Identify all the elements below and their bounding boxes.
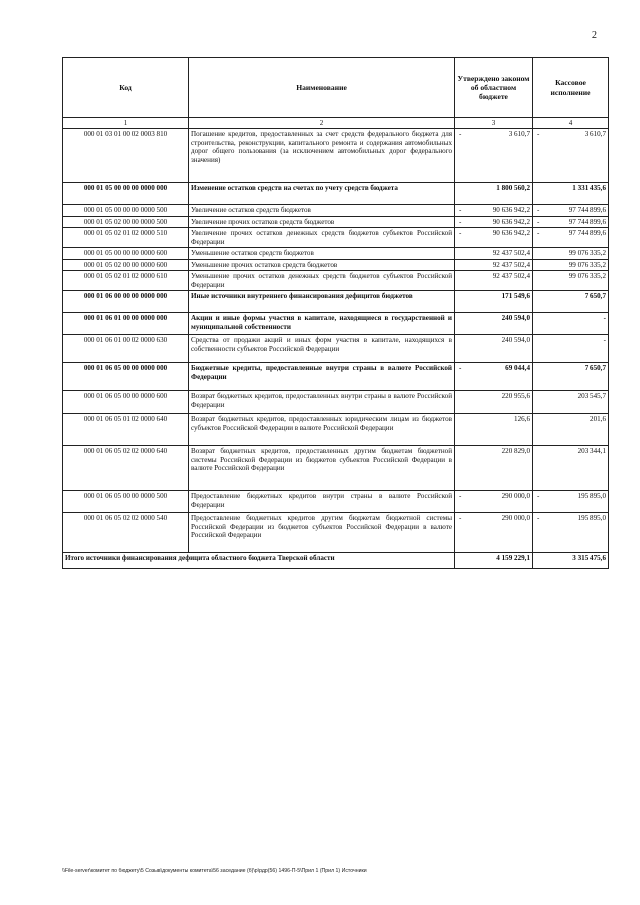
row-executed-value: 7 650,7 xyxy=(584,292,606,301)
row-executed-sign xyxy=(535,249,537,258)
row-executed xyxy=(533,391,609,414)
row-code: 000 01 05 00 00 00 0000 500 xyxy=(63,205,189,217)
row-executed xyxy=(533,291,609,313)
row-approved-sign xyxy=(457,415,459,424)
row-executed-sign xyxy=(535,392,537,401)
row-code: 000 01 06 01 00 02 0000 630 xyxy=(63,335,189,363)
row-approved-value: 92 437 502,4 xyxy=(492,272,530,281)
row-approved xyxy=(455,129,533,183)
row-approved-value: 220 829,0 xyxy=(501,447,530,456)
row-executed-value: 201,6 xyxy=(590,415,606,424)
row-name: Возврат бюджетных кредитов, предоставленных другим бюджетам бюджетной системы Российской Федерации из бюджетов субъектов Российской Федерации в валюте Российской Федерации xyxy=(189,446,455,491)
row-approved-sign xyxy=(457,184,459,193)
row-executed-value: 1 331 435,6 xyxy=(572,184,606,193)
row-approved xyxy=(455,391,533,414)
row-executed xyxy=(533,183,609,205)
row-code: 000 01 06 05 01 02 0000 640 xyxy=(63,414,189,446)
row-approved-value: 220 955,6 xyxy=(501,392,530,401)
row-code: 000 01 03 01 00 02 0003 810 xyxy=(63,129,189,183)
row-executed-sign: - xyxy=(537,492,540,501)
row-code: 000 01 06 01 00 00 0000 000 xyxy=(63,313,189,335)
row-executed xyxy=(533,414,609,446)
row-approved-sign xyxy=(457,261,459,270)
row-approved xyxy=(455,513,533,553)
row-approved-value: 90 636 942,2 xyxy=(492,206,530,215)
row-code: 000 01 06 05 02 02 0000 540 xyxy=(63,513,189,553)
row-executed-value: 99 076 335,2 xyxy=(568,249,606,258)
row-name: Уменьшение прочих остатков денежных средств бюджетов субъектов Российской Федерации xyxy=(189,271,455,291)
row-code: 000 01 05 02 00 00 0000 600 xyxy=(63,259,189,271)
row-name: Иные источники внутреннего финансирования дефицитов бюджетов xyxy=(189,291,455,313)
row-executed-sign xyxy=(535,272,537,281)
row-approved-value: 290 000,0 xyxy=(501,492,530,501)
row-approved xyxy=(455,446,533,491)
row-approved xyxy=(455,363,533,391)
row-code: 000 01 05 02 01 02 0000 510 xyxy=(63,228,189,248)
row-approved xyxy=(455,205,533,217)
row-executed-sign xyxy=(535,336,537,345)
row-approved xyxy=(455,216,533,228)
row-executed-value: 99 076 335,2 xyxy=(568,260,606,269)
row-approved-value: 3 610,7 xyxy=(508,130,530,139)
column-number: 1 xyxy=(63,118,189,129)
row-executed-sign xyxy=(535,447,537,456)
row-code: 000 01 05 02 00 00 0000 500 xyxy=(63,216,189,228)
row-approved-sign: - xyxy=(459,492,462,501)
row-name: Увеличение прочих остатков денежных средств бюджетов субъектов Российской Федерации xyxy=(189,228,455,248)
row-executed-sign: - xyxy=(537,130,540,139)
row-approved xyxy=(455,313,533,335)
row-approved-value: 126,6 xyxy=(514,415,530,424)
row-approved-sign xyxy=(457,249,459,258)
table-body xyxy=(63,129,609,553)
row-name: Увеличение прочих остатков средств бюджетов xyxy=(189,216,455,228)
row-code: 000 01 06 05 00 00 0000 500 xyxy=(63,491,189,513)
row-executed-value: 97 744 899,6 xyxy=(568,229,606,238)
row-executed-sign: - xyxy=(537,206,540,215)
table-row xyxy=(63,216,609,228)
row-executed-value: 99 076 335,2 xyxy=(568,272,606,281)
table-row xyxy=(63,205,609,217)
row-executed xyxy=(533,363,609,391)
table-row xyxy=(63,183,609,205)
row-code: 000 01 06 05 00 00 0000 000 xyxy=(63,363,189,391)
row-approved-value: 290 000,0 xyxy=(501,514,530,523)
row-code: 000 01 06 05 00 00 0000 600 xyxy=(63,391,189,414)
row-executed xyxy=(533,129,609,183)
row-executed-value: 97 744 899,6 xyxy=(568,217,606,226)
row-approved-sign: - xyxy=(459,364,462,373)
row-executed-sign xyxy=(535,314,537,323)
row-approved xyxy=(455,414,533,446)
table-row xyxy=(63,259,609,271)
row-approved-sign xyxy=(457,314,459,323)
row-executed-value: 203 545,7 xyxy=(577,392,606,401)
header-code: Код xyxy=(63,58,189,118)
row-approved-sign xyxy=(457,392,459,401)
row-executed-sign xyxy=(535,292,537,301)
row-approved-sign: - xyxy=(459,206,462,215)
row-executed-value: 195 895,0 xyxy=(577,492,606,501)
row-approved-value: 90 636 942,2 xyxy=(492,229,530,238)
row-executed xyxy=(533,205,609,217)
row-approved-value: 90 636 942,2 xyxy=(492,217,530,226)
row-approved-sign: - xyxy=(459,217,462,226)
row-approved-value: 240 594,0 xyxy=(501,336,530,345)
table-row xyxy=(63,446,609,491)
row-name: Возврат бюджетных кредитов, предоставленных юридическим лицам из бюджетов субъектов Российской Федерации в валюте Российской Федерации xyxy=(189,414,455,446)
row-name: Предоставление бюджетных кредитов внутри страны в валюте Российской Федерации xyxy=(189,491,455,513)
row-name: Средства от продажи акций и иных форм участия в капитале, находящихся в собственности субъектов Российской Федерации xyxy=(189,335,455,363)
total-executed: 3 315 475,6 xyxy=(533,553,609,569)
row-approved xyxy=(455,491,533,513)
table-row xyxy=(63,513,609,553)
row-approved xyxy=(455,248,533,260)
row-name: Погашение кредитов, предоставленных за счет средств федерального бюджета для строительства, реконструкции, капитального ремонта и содержания автомобильных дорог общего пользования (за исключением автомобильных дорог федерального значения) xyxy=(189,129,455,183)
table-row xyxy=(63,228,609,248)
row-approved-sign: - xyxy=(459,229,462,238)
table-row xyxy=(63,271,609,291)
row-approved-sign: - xyxy=(459,130,462,139)
row-approved-sign xyxy=(457,272,459,281)
row-code: 000 01 05 00 00 00 0000 600 xyxy=(63,248,189,260)
row-code: 000 01 05 00 00 00 0000 000 xyxy=(63,183,189,205)
page-number: 2 xyxy=(592,30,597,41)
total-approved: 4 159 229,1 xyxy=(455,553,533,569)
table-row xyxy=(63,391,609,414)
row-code: 000 01 05 02 01 02 0000 610 xyxy=(63,271,189,291)
row-executed xyxy=(533,513,609,553)
row-executed-sign: - xyxy=(537,217,540,226)
column-number: 3 xyxy=(455,118,533,129)
row-approved-sign: - xyxy=(459,514,462,523)
row-approved xyxy=(455,183,533,205)
row-approved xyxy=(455,259,533,271)
row-executed-value: 97 744 899,6 xyxy=(568,206,606,215)
row-approved-value: 92 437 502,4 xyxy=(492,260,530,269)
row-name: Уменьшение прочих остатков средств бюджетов xyxy=(189,259,455,271)
table-row xyxy=(63,248,609,260)
header-name: Наименование xyxy=(189,58,455,118)
row-executed xyxy=(533,259,609,271)
row-executed xyxy=(533,248,609,260)
row-executed-value: 7 650,7 xyxy=(584,364,606,373)
row-approved-sign xyxy=(457,292,459,301)
row-executed-sign xyxy=(535,415,537,424)
row-executed xyxy=(533,446,609,491)
table-row xyxy=(63,414,609,446)
row-name: Увеличение остатков средств бюджетов xyxy=(189,205,455,217)
row-executed-sign: - xyxy=(537,229,540,238)
column-number: 4 xyxy=(533,118,609,129)
row-approved-value: 240 594,0 xyxy=(501,314,530,323)
row-executed-value: - xyxy=(603,314,606,323)
file-path-footer: \\File-server\комитет по бюджету\5 Созыв\документы комитета\56 заседание (б)\р\рдр(56) 1496-П-5\Прил 1 (Прил 1) Источники xyxy=(62,868,367,874)
row-approved xyxy=(455,228,533,248)
table-row xyxy=(63,363,609,391)
row-approved-value: 1 800 560,2 xyxy=(496,184,530,193)
row-name: Акции и иные формы участия в капитале, находящиеся в государственной и муниципальной собственности xyxy=(189,313,455,335)
row-code: 000 01 06 05 02 02 0000 640 xyxy=(63,446,189,491)
row-executed-sign xyxy=(535,184,537,193)
row-approved xyxy=(455,335,533,363)
header-executed: Кассовое исполнение xyxy=(533,58,609,118)
header-approved: Утверждено законом об областном бюджете xyxy=(455,58,533,118)
row-executed xyxy=(533,271,609,291)
row-approved-value: 171 549,6 xyxy=(501,292,530,301)
row-executed-sign xyxy=(535,364,537,373)
table-row xyxy=(63,491,609,513)
row-executed-value: - xyxy=(603,336,606,345)
row-approved-value: 69 044,4 xyxy=(505,364,530,373)
row-executed-value: 203 344,1 xyxy=(577,447,606,456)
row-executed xyxy=(533,313,609,335)
row-approved xyxy=(455,271,533,291)
row-approved xyxy=(455,291,533,313)
row-approved-sign xyxy=(457,447,459,456)
financing-sources-table xyxy=(62,57,609,569)
table-row xyxy=(63,313,609,335)
total-label: Итого источники финансирования дефицита областного бюджета Тверской области xyxy=(63,553,455,569)
row-name: Уменьшение остатков средств бюджетов xyxy=(189,248,455,260)
row-approved-sign xyxy=(457,336,459,345)
table-row xyxy=(63,129,609,183)
table-row xyxy=(63,291,609,313)
row-executed-sign xyxy=(535,261,537,270)
row-executed xyxy=(533,216,609,228)
row-executed xyxy=(533,228,609,248)
row-executed-value: 3 610,7 xyxy=(584,130,606,139)
row-approved-value: 92 437 502,4 xyxy=(492,249,530,258)
column-number: 2 xyxy=(189,118,455,129)
row-code: 000 01 06 00 00 00 0000 000 xyxy=(63,291,189,313)
row-name: Изменение остатков средств на счетах по учету средств бюджета xyxy=(189,183,455,205)
table-row xyxy=(63,335,609,363)
row-executed-sign: - xyxy=(537,514,540,523)
row-executed xyxy=(533,335,609,363)
row-executed-value: 195 895,0 xyxy=(577,514,606,523)
row-executed xyxy=(533,491,609,513)
row-name: Возврат бюджетных кредитов, предоставленных внутри страны в валюте Российской Федерации xyxy=(189,391,455,414)
row-name: Бюджетные кредиты, предоставленные внутри страны в валюте Российской Федерации xyxy=(189,363,455,391)
row-name: Предоставление бюджетных кредитов другим бюджетам бюджетной системы Российской Федерации из бюджетов субъектов Российской Федерации в валюте Российской Федерации xyxy=(189,513,455,553)
